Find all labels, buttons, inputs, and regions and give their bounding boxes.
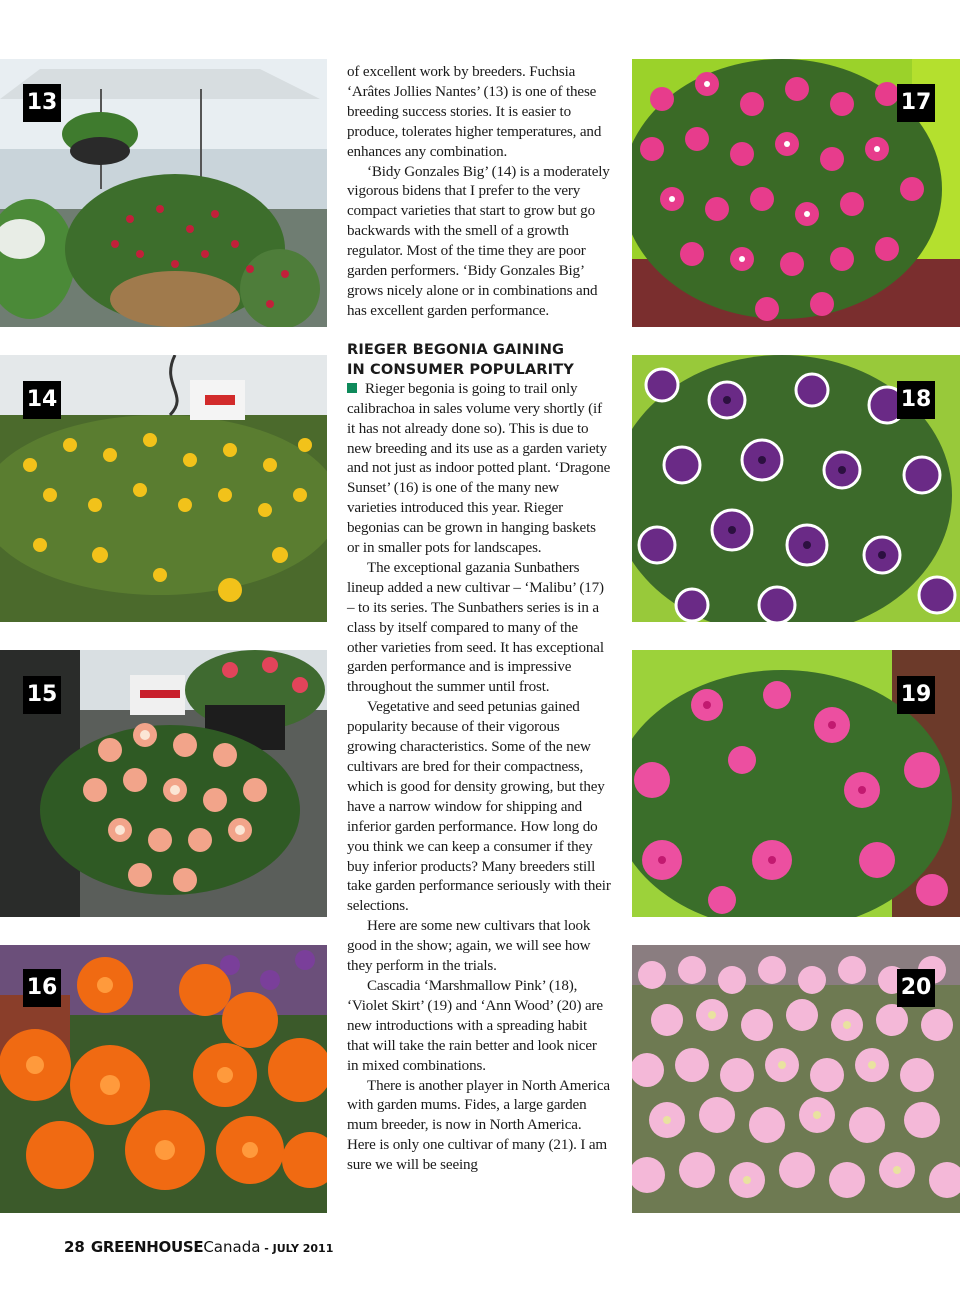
article-paragraph-5: Vegetative and seed petunias gained popularity because of their vigorous growing characteristics. Some of the new cultivars are bred for their compactness, which is good for density growing, but they have a narrow window for shipping and inferior garden performance. How long do you think we can keep a consumer if they buy inferior products? Many breeders still take garden performance seriously with their selections. (347, 699, 611, 915)
article-paragraph-7: Cascadia ‘Marshmallow Pink’ (18), ‘Violet Skirt’ (19) and ‘Ann Wood’ (20) are new introductions with a spreading habit that will take the rain better and look nicer in mixed combinations. (347, 977, 603, 1074)
article-paragraph-2: ‘Bidy Gonzales Big’ (14) is a moderately vigorous bidens that I prefer to the very compact varieties that start to grow but go backwards with the smell of a growth regulator. Most of the time they are poor garden performers. ‘Bidy Gonzales Big’ grows nicely alone or in combinations and has excellent garden performance. (347, 163, 610, 319)
photo-number-20: 20 (897, 969, 935, 1007)
section-heading (347, 340, 611, 380)
photo-number-16: 16 (23, 969, 61, 1007)
article-paragraph-1: of excellent work by breeders. Fuchsia ‘Arâtes Jollies Nantes’ (13) is one of these breeding success stories. It is easier to produce, tolerates higher temperatures, and enhances any combination. (347, 64, 602, 160)
article-paragraph-4: The exceptional gazania Sunbathers lineup added a new cultivar – ‘Malibu’ (17) – to its series. The Sunbathers series is in a class by itself compared to many of the other varieties from seed. It has exceptional garden performance and is impressive throughout the summer until frost. (347, 559, 604, 696)
photo-number-19: 19 (897, 676, 935, 714)
article-paragraph-6: Here are some new cultivars that look good in the show; again, we will see how they perform in the trials. (347, 918, 591, 975)
issue-date: - JULY 2011 (260, 1242, 334, 1255)
magazine-name-bold: GREENHOUSE (90, 1238, 204, 1256)
photo-number-13: 13 (23, 84, 61, 122)
photo-number-15: 15 (23, 676, 61, 714)
photo-number-14: 14 (23, 381, 61, 419)
article-column (347, 63, 611, 1176)
section-heading-line-2: IN CONSUMER POPULARITY (347, 360, 574, 378)
magazine-name-light: Canada (203, 1238, 261, 1256)
photo-number-17: 17 (897, 84, 935, 122)
page-footer (64, 1238, 333, 1256)
photo-number-18: 18 (897, 381, 935, 419)
section-heading-line-1: RIEGER BEGONIA GAINING (347, 340, 565, 358)
section-marker-icon (347, 383, 357, 393)
article-paragraph-8: There is another player in North America with garden mums. Fides, a large garden mum breeder, is now in North America. Here is only one cultivar of many (21). I am sure we will be seeing (347, 1077, 610, 1174)
page-number: 28 (64, 1238, 85, 1256)
article-paragraph-3: Rieger begonia is going to trail only calibrachoa in sales volume very shortly (if it has not already done so). This is due to new breeding and its use as a garden variety and not just as indoor potted plant. ‘Dragone Sunset’ (16) is one of the many new varieties introduced this year. Rieger begonias can be grown in hanging baskets or in smaller pots for landscapes. (347, 380, 611, 557)
